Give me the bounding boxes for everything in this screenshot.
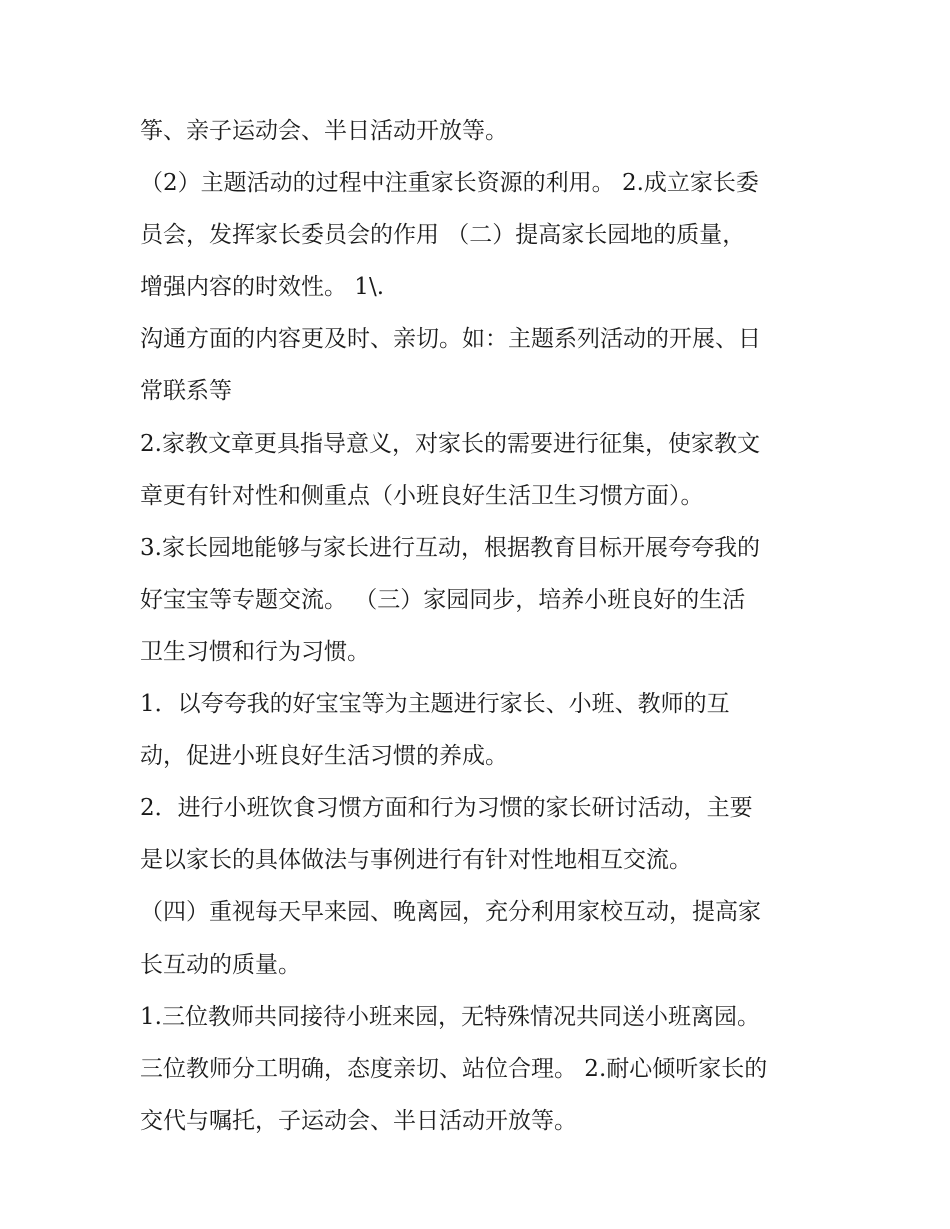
text-line: 3.家长园地能够与家长进行互动，根据教育目标开展夸夸我的 bbox=[140, 534, 760, 561]
text-line: 好宝宝等专题交流。 （三）家园同步，培养小班良好的生活 bbox=[140, 586, 746, 613]
text-line: 增强内容的时效性。 1\. bbox=[140, 274, 385, 301]
document-body bbox=[140, 108, 830, 1150]
text-line: 动，促进小班良好生活习惯的养成。 bbox=[140, 743, 508, 770]
text-line: （四）重视每天早来园、晚离园，充分利用家校互动，提高家 bbox=[140, 899, 761, 926]
text-line: 常联系等 bbox=[140, 378, 232, 405]
text-line: 卫生习惯和行为习惯。 bbox=[140, 638, 370, 665]
text-line: 三位教师分工明确，态度亲切、站位合理。 2.耐心倾听家长的 bbox=[140, 1055, 768, 1082]
text-line: （2）主题活动的过程中注重家长资源的利用。 2.成立家长委 bbox=[140, 170, 759, 197]
text-line: 是以家长的具体做法与事例进行有针对性地相互交流。 bbox=[140, 847, 692, 874]
text-line: 员会，发挥家长委员会的作用 （二）提高家长园地的质量， bbox=[140, 222, 746, 249]
text-line: 筝、亲子运动会、半日活动开放等。 bbox=[140, 118, 508, 144]
text-line: 交代与嘱托，子运动会、半日活动开放等。 bbox=[140, 1107, 577, 1134]
text-line: 2.家教文章更具指导意义，对家长的需要进行征集，使家教文 bbox=[140, 430, 760, 457]
text-line: 1.三位教师共同接待小班来园，无特殊情况共同送小班离园。 bbox=[140, 1003, 760, 1030]
text-line: 沟通方面的内容更及时、亲切。如：主题系列活动的开展、日 bbox=[140, 326, 761, 353]
text-line: 长互动的质量。 bbox=[140, 951, 301, 978]
text-line: 2．进行小班饮食习惯方面和行为习惯的家长研讨活动，主要 bbox=[140, 795, 753, 822]
text-line: 章更有针对性和侧重点（小班良好生活卫生习惯方面）。 bbox=[140, 482, 704, 509]
text-line: 1．以夸夸我的好宝宝等为主题进行家长、小班、教师的互 bbox=[140, 691, 730, 718]
